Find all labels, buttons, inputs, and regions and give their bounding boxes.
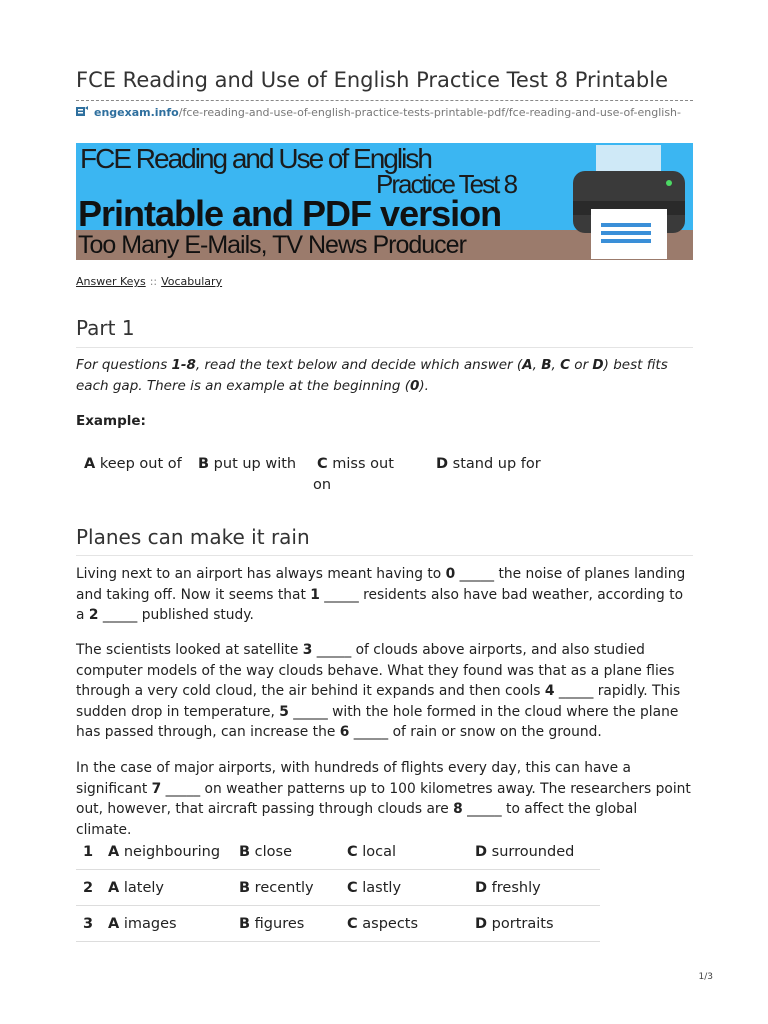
source-path[interactable]: /fce-reading-and-use-of-english-practice-tests-printable-pdf/fce-reading-and-use-of-english- [178, 106, 682, 119]
link-separator: :: [149, 275, 158, 288]
example-label: Example: [76, 413, 146, 429]
option-b: figures [254, 915, 305, 932]
table-row: 2 A lately B recently C lastly D freshly [76, 870, 600, 906]
part-divider [76, 347, 693, 348]
option-c: local [362, 843, 397, 860]
answer-options-table [76, 834, 600, 942]
option-a: lately [123, 879, 164, 896]
question-number: 1 [83, 843, 94, 860]
example-option-d: D stand up for [436, 456, 541, 472]
paragraph-2: The scientists looked at satellite 3 _____ of clouds above airports, and also studied computer models of the way clouds behave. What they found was that as a plane flies through a very cold cloud, the air behind it expands and then cools 4 _____ rapidly. This sudden drop in temperature, 5 _____ with the hole formed in the cloud where the plane has passed through, can increase the 6 _____ of rain or snow on the ground. [76, 642, 681, 740]
answer-keys-link[interactable]: Answer Keys [76, 275, 146, 288]
banner-line-4: Too Many E-Mails, TV News Producer [78, 231, 466, 259]
article-divider [76, 555, 693, 556]
option-d: freshly [491, 879, 541, 896]
option-a: neighbouring [123, 843, 221, 860]
question-number: 3 [83, 915, 94, 932]
table-row: 3 A images B figures C aspects D portraits [76, 906, 600, 942]
option-d: surrounded [491, 843, 575, 860]
banner-image [76, 143, 693, 260]
option-a: images [123, 915, 177, 932]
option-c: aspects [362, 915, 419, 932]
page-title: FCE Reading and Use of English Practice Test 8 Printable [76, 68, 668, 92]
source-domain[interactable]: engexam.info [94, 106, 179, 119]
option-c: lastly [362, 879, 402, 896]
option-d: portraits [491, 915, 554, 932]
banner-line-1: FCE Reading and Use of English [80, 143, 431, 174]
site-logo-icon [76, 106, 88, 117]
table-row: 1 A neighbouring B close C local D surrounded [76, 834, 600, 870]
option-b: close [254, 843, 293, 860]
source-url[interactable] [76, 106, 693, 119]
article-title: Planes can make it rain [76, 525, 310, 549]
example-option-a: A keep out of [84, 456, 182, 472]
option-b: recently [254, 879, 314, 896]
paragraph-1: Living next to an airport has always meant having to 0 _____ the noise of planes landing and taking off. Now it seems that 1 _____ residents also have bad weather, according to a 2 _____ published study. [76, 566, 686, 623]
part-heading: Part 1 [76, 316, 135, 340]
title-divider [76, 100, 693, 101]
banner-line-2: Practice Test 8 [376, 169, 517, 199]
paragraph-3: In the case of major airports, with hundreds of flights every day, this can have a significant 7 _____ on weather patterns up to 100 kilometres away. The researchers point out, however, that aircraft passing through clouds are 8 _____ to affect the global climate. [76, 760, 691, 838]
category-links [76, 275, 222, 288]
instructions: For questions 1-8, read the text below and decide which answer (A, B, C or D) best fits each gap. There is an example at the beginning (0). [76, 357, 668, 394]
question-number: 2 [83, 879, 94, 896]
example-option-c: C miss out on [313, 456, 394, 493]
banner-line-3: Printable and PDF version [78, 193, 502, 234]
vocabulary-link[interactable]: Vocabulary [161, 275, 223, 288]
printer-icon [561, 143, 691, 260]
example-option-b: B put up with [198, 456, 297, 472]
page-number: 1/3 [698, 972, 713, 982]
